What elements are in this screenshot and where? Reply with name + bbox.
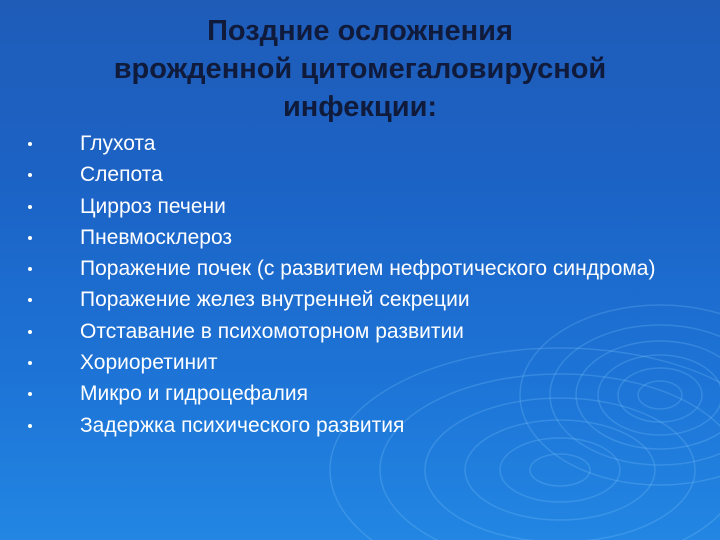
list-item (0, 350, 680, 376)
list-item-text: Поражение желез внутренней секреции (80, 288, 470, 312)
bullet-icon (28, 361, 32, 365)
title-line-1: Поздние осложнения (207, 15, 513, 47)
bullet-icon (28, 298, 32, 302)
list-item-text: Хориоретинит (80, 351, 218, 375)
list-item-text: Задержка психического развития (80, 413, 405, 437)
list-item (0, 225, 680, 251)
list-item (0, 319, 680, 345)
list-item-text: Глухота (80, 132, 156, 155)
bullet-icon (28, 424, 32, 428)
complications-list (0, 131, 680, 444)
list-item (0, 256, 680, 282)
list-item (0, 131, 680, 157)
list-item (0, 162, 680, 188)
bullet-icon (28, 205, 32, 209)
list-item-text: Микро и гидроцефалия (80, 382, 308, 406)
bullet-icon (28, 173, 32, 177)
list-item-text: Поражение почек (с развитием нефротического синдрома) (80, 257, 656, 281)
list-item-text: Цирроз печени (80, 194, 226, 218)
list-item-text: Слепота (80, 163, 163, 187)
bullet-icon (28, 392, 32, 396)
list-item-text: Отставание в психомоторном развитии (80, 319, 464, 343)
slide-title (70, 12, 650, 126)
list-item (0, 287, 680, 313)
bullet-icon (28, 236, 32, 240)
bullet-icon (28, 267, 32, 271)
bullet-icon (28, 142, 32, 146)
list-item (0, 413, 680, 439)
title-line-2: врожденной цитомегаловирусной (113, 53, 607, 85)
list-item-text: Пневмосклероз (80, 225, 233, 249)
list-item (0, 381, 680, 407)
title-line-3: инфекции: (282, 91, 438, 123)
list-item (0, 194, 680, 220)
bullet-icon (28, 330, 32, 334)
